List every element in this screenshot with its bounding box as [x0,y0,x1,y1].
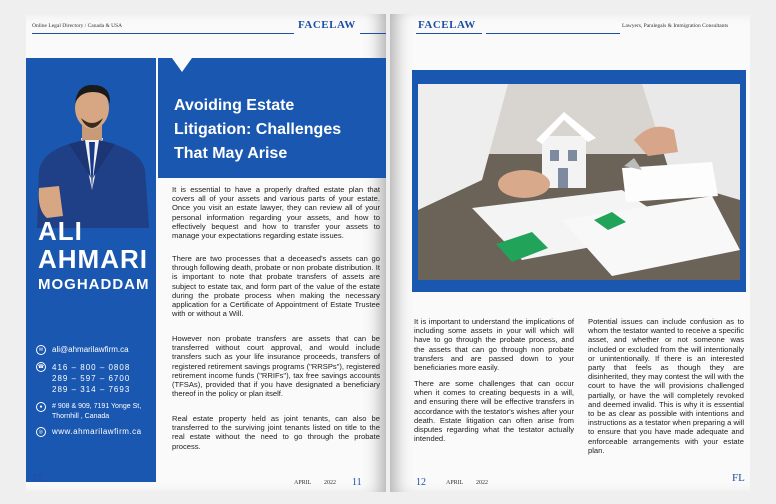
phone-icon: ☎ [37,364,45,370]
profile-address-1: # 908 & 909, 7191 Yonge St, [52,403,142,410]
article-title [174,94,374,166]
left-page [26,14,386,492]
house-model-photo [412,70,746,292]
right-page [390,14,750,492]
right-col1-paragraph-1: It is important to understand the implications of including some assets in your will which will have to go through the probate process, and the assets that can go through non probate transfers and are passed down to your beneficiaries more easily. [414,317,574,373]
article-title-line-2: Litigation: Challenges [174,121,342,138]
right-header-rule [416,33,482,34]
article-photo-frame [412,70,746,292]
left-footer-year: 2022 [324,480,336,486]
right-facelaw-logo: FL [732,472,745,484]
right-col1-paragraph-2: There are some challenges that can occur when it comes to creating bequests in a will, and ensuring there will be effective transfers in accordance with the testator's wishes after your death. Estate litigation can often arise from disputes regarding what the testator actually intended. [414,379,574,444]
profile-name-first: ALI [38,216,83,246]
right-brand: FACELAW [418,19,476,31]
profile-name-middle: AHMARI [38,244,148,274]
left-paragraph-1: It is essential to have a properly drafted estate plan that covers all of your assets and various parts of your estate. Once you visit an estate lawyer, they can review all of your personal information regarding your assets, and how to effectively bequest and how to transfer your assets to manage your expectations regarding estate issues. [172,185,380,241]
article-title-line-1: Avoiding Estate [174,97,295,114]
profile-website: www.ahmarilawfirm.ca [52,427,142,436]
profile-email: ali@ahmarilawfirm.ca [52,345,129,354]
globe-icon: ◎ [36,427,46,437]
profile-phone-3: 289 – 314 – 7693 [52,385,131,394]
profile-name-last: MOGHADDAM [38,276,150,293]
right-header-rule-2 [486,33,620,34]
left-facelaw-logo: FL [32,472,45,484]
left-page-number: 11 [352,477,362,488]
left-header-rule-2 [360,33,386,34]
profile-phone-1: 416 – 800 – 0808 [52,363,131,372]
profile-address-2: Thornhill , Canada [52,413,110,420]
right-footer-year: 2022 [476,480,488,486]
left-header-tagline: Online Legal Directory / Canada & USA [32,23,123,29]
right-header-tagline: Lawyers, Paralegals & Immigration Consultants [622,23,729,29]
right-page-number: 12 [416,477,426,488]
right-col2-paragraph-1: Potential issues can include confusion as to whom the testator wanted to receive a specific asset, and whether or not someone was included or excluded from the will intentionally or unintentionally. If there is an interested party that feels as though they are disinherited, they may contest the will with the court to have the will provisions challenged partially, or have the will completely revoked and deemed invalid. This is why it is essential to be as clear as possible with intentions and instructions as a testator when preparing a will to ensure that you have made adequate and enforceable arrangements with your estate plan. [588,317,744,455]
location-pin-icon: ● [36,402,46,412]
right-footer-month: APRIL [446,480,464,486]
profile-website-row[interactable] [36,427,142,437]
left-header-rule [32,33,294,34]
profile-address-row [36,402,141,422]
profile-email-row[interactable] [36,345,129,355]
left-paragraph-2: There are two processes that a deceased's assets can go through following death, probate or non probate distribution. It is important to note that probate transfers of assets are subject to estate tax, and form part of the value of the estate during the probate process when making the necessary application for a Certificate of Appointment of Estate Trustee with or without a Will. [172,254,380,319]
left-paragraph-4: Real estate property held as joint tenants, can also be transferred to the surviving joint tenants listed on title to the real estate without the need to go through the probate process. [172,414,380,451]
profile-phone-2: 289 – 597 – 6700 [52,374,131,383]
title-notch [172,58,192,72]
lawyer-portrait [29,78,155,228]
article-title-line-3: That May Arise [174,145,288,162]
left-brand: FACELAW [298,19,356,31]
email-icon: ✉ [36,345,46,355]
article-title-box [158,58,386,178]
left-paragraph-3: However non probate transfers are assets that can be transferred without court approval, and would include transfers such as your life insurance proceeds, transfers of registered retirement savings programs ("RRSPs"), registered retirement income funds ("RRIFs"), tax free savings accounts (TFSAs), provided that if you have designated a beneficiary thereof in the policy or plan itself. [172,334,380,399]
left-footer-month: APRIL [294,480,312,486]
profile-phone-row[interactable] [36,362,130,395]
